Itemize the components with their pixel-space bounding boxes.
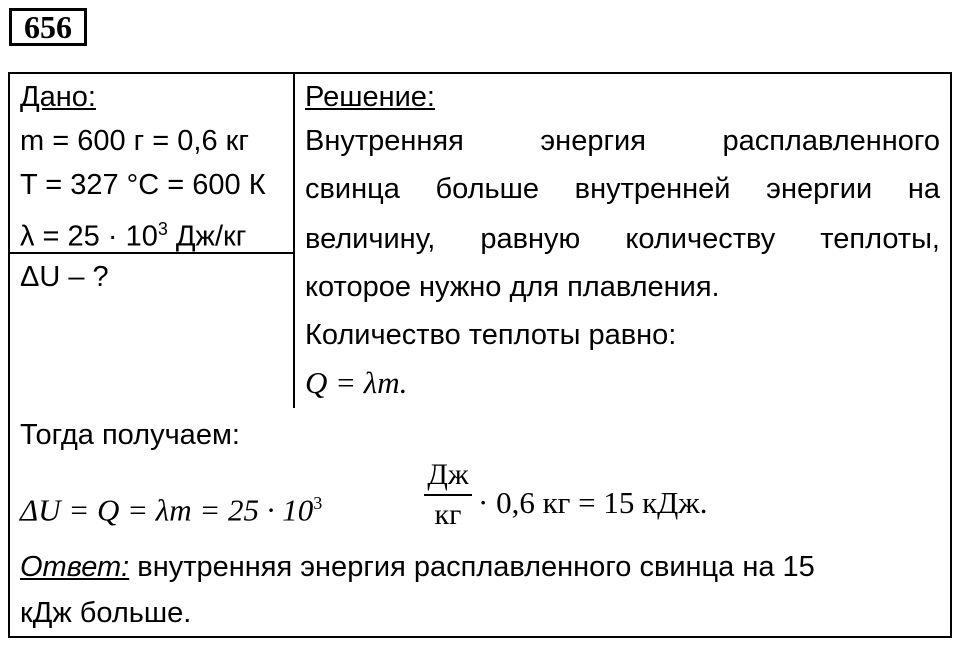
unit-fraction (420, 458, 476, 532)
result-formula-left (20, 486, 322, 527)
result-formula-exponent: 3 (313, 493, 323, 513)
unit-numerator: Дж (427, 458, 469, 491)
given-mass: m = 600 г = 0,6 кг (20, 125, 249, 157)
solution-line-1: Внутренняя энергия расплавленного (305, 125, 940, 157)
result-formula-right: · 0,6 кг = 15 кДж. (478, 485, 708, 520)
result-formula-main: ΔU = Q = λm = 25 · 10 (20, 492, 314, 528)
problem-number: 656 (9, 8, 87, 46)
solution-line-4: которое нужно для плавления. (305, 271, 720, 303)
column-divider (293, 72, 295, 408)
unit-denominator: кг (434, 498, 462, 531)
answer-line-1 (20, 550, 815, 584)
heat-intro: Количество теплоты равно: (305, 319, 677, 351)
given-heading: Дано: (20, 81, 96, 113)
given-lambda (20, 212, 246, 254)
given-find: ΔU – ? (20, 261, 109, 293)
solution-line-3: величину, равную количеству теплоты, (305, 223, 940, 255)
fraction-bar (424, 494, 472, 496)
given-lambda-base: λ = 25 · 10 (20, 220, 158, 253)
given-temperature: T = 327 °C = 600 К (20, 169, 266, 201)
given-lambda-exponent: 3 (157, 219, 168, 239)
answer-label: Ответ: (20, 551, 130, 583)
given-lambda-unit: Дж/кг (167, 220, 247, 253)
result-intro: Тогда получаем: (20, 419, 240, 451)
solution-line-2: свинца больше внутренней энергии на (305, 173, 940, 205)
answer-text-1: внутренняя энергия расплавленного свинца на 15 (129, 551, 815, 583)
solution-heading: Решение: (305, 81, 435, 113)
answer-line-2: кДж больше. (20, 597, 192, 629)
heat-formula: Q = λm. (305, 365, 408, 400)
